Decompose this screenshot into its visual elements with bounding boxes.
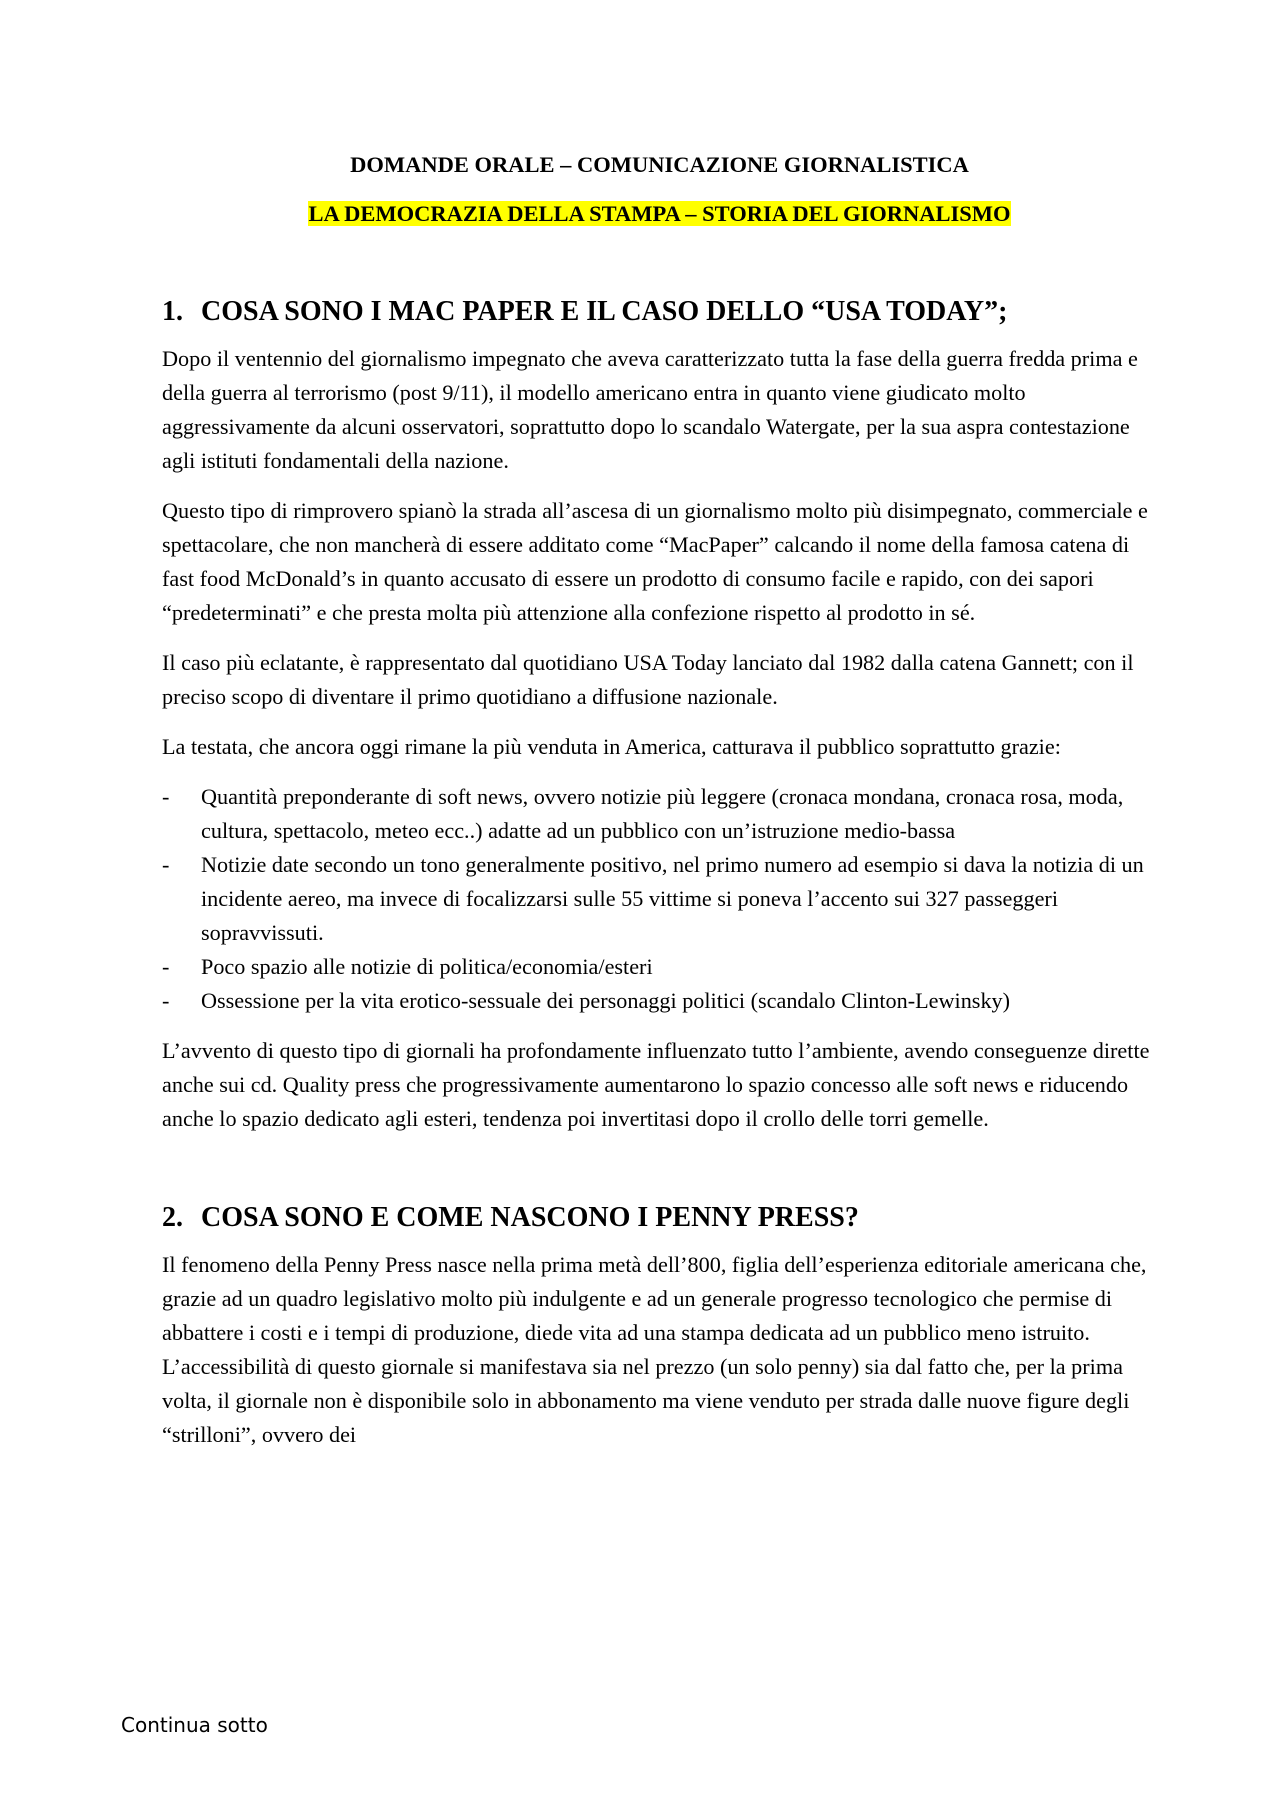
section-2-heading (162, 1200, 1157, 1236)
bullet-text: Notizie date secondo un tono generalmente positivo, nel primo numero ad esempio si dava la notizia di un incidente aereo, ma invece di focalizzarsi sulle 55 vittime si poneva l’accento sui 327 passeggeri sopravvissuti. (201, 852, 1144, 945)
list-item (162, 848, 1157, 950)
bullet-marker: - (162, 954, 170, 979)
section-1-paragraph-3: Il caso più eclatante, è rappresentato dal quotidiano USA Today lanciato dal 1982 dalla catena Gannett; con il preciso scopo di diventare il primo quotidiano a diffusione nazionale. (162, 650, 1134, 709)
document-subtitle: LA DEMOCRAZIA DELLA STAMPA – STORIA DEL GIORNALISMO (308, 201, 1011, 226)
document-title: DOMANDE ORALE – COMUNICAZIONE GIORNALISTICA (350, 152, 969, 177)
section-2-title: COSA SONO E COME NASCONO I PENNY PRESS? (201, 1202, 859, 1233)
list-item (162, 984, 1157, 1018)
list-item (162, 950, 1157, 984)
section-1-heading (162, 294, 1157, 330)
section-1-bullet-list (162, 780, 1157, 1018)
document-page (162, 150, 1157, 1452)
bullet-text: Quantità preponderante di soft news, ovvero notizie più leggere (cronaca mondana, cronaca rosa, moda, cultura, spettacolo, meteo ecc..) adatte ad un pubblico con un’istruzione medio-bassa (201, 784, 1124, 843)
section-1-number: 1. (162, 296, 183, 327)
section-2-paragraph-1: Il fenomeno della Penny Press nasce nella prima metà dell’800, figlia dell’esperienza editoriale americana che, grazie ad un quadro legislativo molto più indulgente e ad un generale progresso tecnologico che permise di abbattere i costi e i tempi di produzione, diede vita ad una stampa dedicata ad un pubblico meno istruito. L’accessibilità di questo giornale si manifestava sia nel prezzo (un solo penny) sia dal fatto che, per la prima volta, il giornale non è disponibile solo in abbonamento ma viene venduto per strada dalle nuove figure degli “strilloni”, ovvero dei (162, 1252, 1147, 1447)
bullet-marker: - (162, 988, 170, 1013)
bullet-marker: - (162, 852, 170, 877)
bullet-text: Ossessione per la vita erotico-sessuale dei personaggi politici (scandalo Clinton-Lewinsky) (201, 988, 1011, 1013)
bullet-text: Poco spazio alle notizie di politica/economia/esteri (201, 954, 653, 979)
section-1-closing-paragraph: L’avvento di questo tipo di giornali ha profondamente influenzato tutto l’ambiente, avendo conseguenze dirette anche sui cd. Quality press che progressivamente aumentarono lo spazio concesso alle soft news e riducendo anche lo spazio dedicato agli esteri, tendenza poi invertitasi dopo il crollo delle torri gemelle. (162, 1038, 1150, 1131)
section-1-paragraph-2: Questo tipo di rimprovero spianò la strada all’ascesa di un giornalismo molto più disimpegnato, commerciale e spettacolare, che non mancherà di essere additato come “MacPaper” calcando il nome della famosa catena di fast food McDonald’s in quanto accusato di essere un prodotto di consumo facile e rapido, con dei sapori “predeterminati” e che presta molta più attenzione alla confezione rispetto al prodotto in sé. (162, 498, 1148, 625)
section-1-paragraph-1: Dopo il ventennio del giornalismo impegnato che aveva caratterizzato tutta la fase della guerra fredda prima e della guerra al terrorismo (post 9/11), il modello americano entra in quanto viene giudicato molto aggressivamente da alcuni osservatori, soprattutto dopo lo scandalo Watergate, per la sua aspra contestazione agli istituti fondamentali della nazione. (162, 346, 1138, 473)
section-2-number: 2. (162, 1202, 183, 1233)
section-1-paragraph-4: La testata, che ancora oggi rimane la più venduta in America, catturava il pubblico soprattutto grazie: (162, 734, 1061, 759)
section-1-title: COSA SONO I MAC PAPER E IL CASO DELLO “USA TODAY”; (201, 296, 1008, 327)
document-subtitle-wrap (162, 199, 1157, 229)
footer-note: Continua sotto (121, 1713, 268, 1737)
list-item (162, 780, 1157, 848)
bullet-marker: - (162, 784, 170, 809)
